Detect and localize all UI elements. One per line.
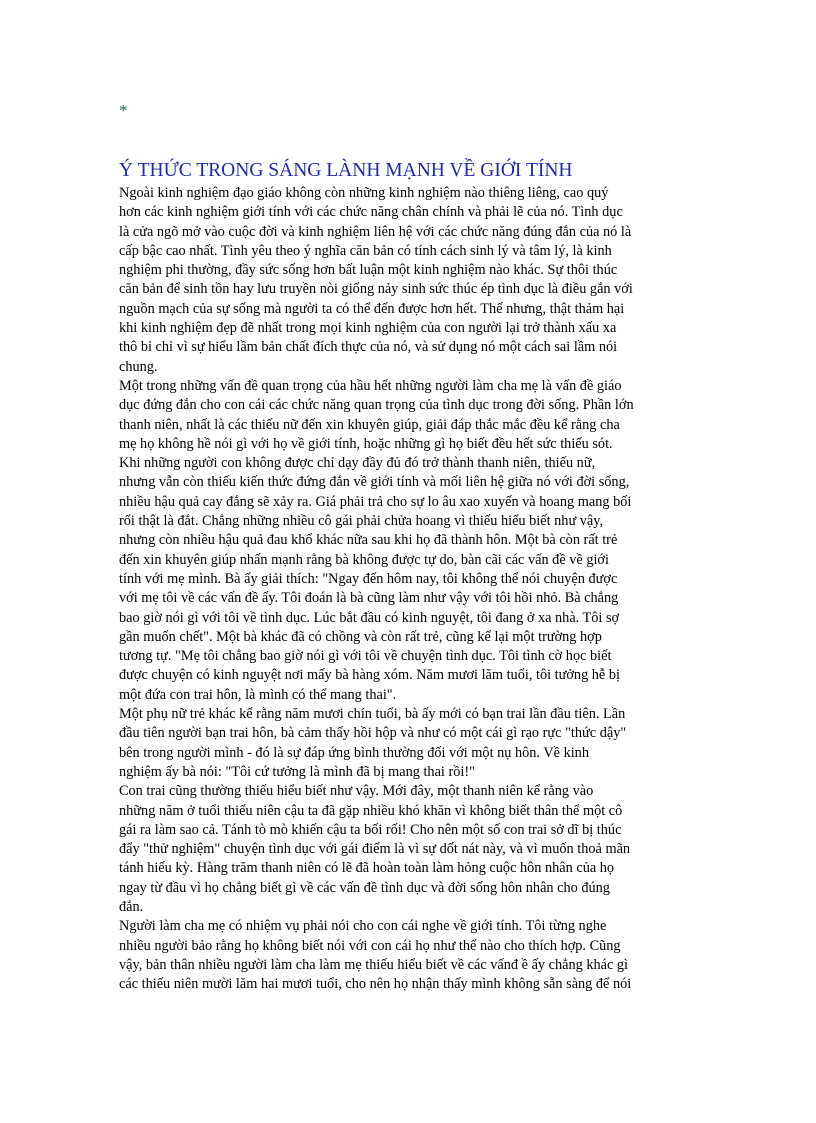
body-text-line: với mẹ tôi về các vấn đề ấy. Tôi đoán là bà cũng làm như vậy với tôi hồi nhỏ. Bà chẳng [119, 590, 619, 607]
body-text-line: nguồn mạch của sự sống mà người ta có thể đến được hơn hết. Thế nhưng, thật thảm hại [119, 300, 625, 317]
body-text-line: đẩy "thử nghiệm" chuyện tình dục với gái điếm là vì sự dốt nát này, và vì muốn thoả mãn [119, 841, 631, 858]
body-text-line: Khi những người con không được chỉ dạy đầy đủ đó trở thành thanh niên, thiếu nữ, [119, 455, 596, 472]
body-text-line: bao giờ nói gì với tôi về tình dục. Lúc bắt đầu có kinh nguyệt, tôi đang ở xa nhà. Tôi sợ [119, 609, 620, 626]
body-text-line: khi kinh nghiệm đẹp đẽ nhất trong mọi kinh nghiệm của con người lại trở thành xấu xa [119, 320, 617, 337]
body-text-line: dục đứng đắn cho con cái các chức năng quan trọng của tình dục trong đời sống. Phần lớn [119, 397, 634, 414]
body-text-line: thô bỉ chỉ vì sự hiểu lầm bản chất đích thực của nó, và sử dụng nó một cách sai lầm nói [119, 339, 618, 356]
body-text-line: rối thật là đắt. Chẳng những nhiều cô gái phải chửa hoang vì thiếu hiểu biết như vậy, [119, 513, 604, 530]
body-text-line: vậy, bản thân nhiều người làm cha làm mẹ thiếu hiểu biết về các vấnđ ề ấy chẳng khác gì [119, 956, 629, 973]
body-text-line: gần muốn chết". Một bà khác đã có chồng và còn rất trẻ, cũng kể lại một trường hợp [119, 628, 602, 645]
document-title: Ý THỨC TRONG SÁNG LÀNH MẠNH VỀ GIỚI TÍNH [119, 160, 573, 181]
body-text-line: tương tự. "Mẹ tôi chẳng bao giờ nói gì với tôi về chuyện tình dục. Tôi tình cờ học biết [119, 648, 612, 665]
body-text-line: đến xin khuyên giúp nhấn mạnh rằng bà không được tự do, bàn cãi các vấn đề về giới [119, 551, 609, 568]
body-text-line: nghiệm ấy bà nói: "Tôi cứ tưởng là mình đã bị mang thai rồi!" [119, 763, 475, 780]
body-text-line: bên trong người mình - đó là sự đáp ứng bình thường đối với một nụ hôn. Về kinh [119, 744, 589, 761]
body-text-line: mẹ họ không hề nói gì với họ về giới tính, hoặc những gì họ biết đều hết sức thiếu sót. [119, 435, 613, 452]
body-text-line: đầu tiên người bạn trai hôn, bà cảm thấy hồi hộp và như có một cái gì rạo rực "thức dậy" [119, 725, 627, 742]
body-text-line: thanh niên, nhất là các thiếu nữ đến xin khuyên giúp, giải đáp thắc mắc đều kể rằng cha [119, 416, 620, 433]
body-text-line: Con trai cũng thường thiếu hiểu biết như vậy. Mới đây, một thanh niên kể rằng vào [119, 783, 594, 800]
body-text-line: Ngoài kinh nghiệm đạo giáo không còn những kinh nghiệm nào thiêng liêng, cao quý [119, 185, 609, 201]
body-text-line: gái ra làm sao cả. Tánh tò mò khiến cậu ta bối rối! Cho nên một số con trai sở dĩ bị thúc [119, 821, 622, 838]
body-text-line: Người làm cha mẹ có nhiệm vụ phải nói cho con cái nghe về giới tính. Tôi từng nghe [119, 918, 607, 935]
body-text-line: là cửa ngõ mở vào cuộc đời và kinh nghiệm liên hệ với các chức năng đúng đắn của nó là [119, 223, 632, 240]
body-text-line: căn bản để sinh tồn hay lưu truyền nòi giống nảy sinh sức thúc ép tình dục là điều gắn với [119, 281, 633, 298]
body-text-line: nhưng vẫn còn thiếu kiến thức đứng đắn về giới tính và mối liên hệ giữa nó với đời sống, [119, 474, 630, 491]
body-text-line: tính với mẹ mình. Bà ấy giải thích: "Ngay đến hôm nay, tôi không thể nói chuyện được [119, 570, 618, 587]
body-text-line: được chuyện có kinh nguyệt nơi mấy bà hàng xóm. Năm mươi lăm tuổi, tôi tưởng hễ bị [119, 667, 620, 684]
body-text-line: nhiều hậu quả cay đắng sẽ xảy ra. Giá phải trả cho sự lo âu xao xuyến và hoang mang bối [119, 493, 632, 510]
body-text-line: đắn. [119, 898, 144, 915]
body-text-line: Một phụ nữ trẻ khác kể rằng năm mươi chín tuổi, bà ấy mới có bạn trai lần đầu tiên. Lần [119, 706, 626, 723]
asterisk-marker: * [119, 101, 128, 120]
body-text-line: nhưng còn nhiều hậu quả đau khổ khác nữa sau khi họ đã thành hôn. Một bà còn rất trẻ [119, 532, 618, 549]
body-text-line: Một trong những vấn đề quan trọng của hầu hết những người làm cha mẹ là vấn đề giáo [119, 377, 622, 394]
body-text-line: tánh hiếu kỳ. Hàng trăm thanh niên có lẽ đã hoàn toàn làm hỏng cuộc hôn nhân của họ [119, 860, 615, 877]
body-text-line: nghiệm phi thường, đầy sức sống hơn bất luận một kinh nghiệm nào khác. Sự thôi thúc [119, 262, 618, 279]
body-text-line: cấp bậc cao nhất. Tình yêu theo ý nghĩa căn bản có tính cách sinh lý và tâm lý, là kinh [119, 242, 612, 259]
body-text-line: các thiếu niên mười lăm hai mươi tuổi, cho nên họ nhận thấy mình không sẵn sàng để nói [119, 976, 632, 993]
body-text-line: chung. [119, 358, 158, 375]
body-text-line: một đứa con trai hôn, là mình có thể mang thai". [119, 686, 397, 703]
body-text-line: những năm ở tuổi thiếu niên cậu ta đã gặp nhiều khó khăn vì không biết thân thể một cô [119, 802, 623, 819]
body-text-line: nhiều người bảo rằng họ không biết nói với con cái họ như thế nào cho thích hợp. Cũng [119, 937, 621, 954]
document-body [119, 184, 699, 994]
body-text-line: ngay từ đầu vì họ chẳng biết gì về các vấn đề tình dục và đời sống hôn nhân cho đúng [119, 879, 610, 896]
body-text-line: hơn các kinh nghiệm giới tính với các chức năng chân chính và phải lẽ của nó. Tình dục [119, 204, 623, 221]
